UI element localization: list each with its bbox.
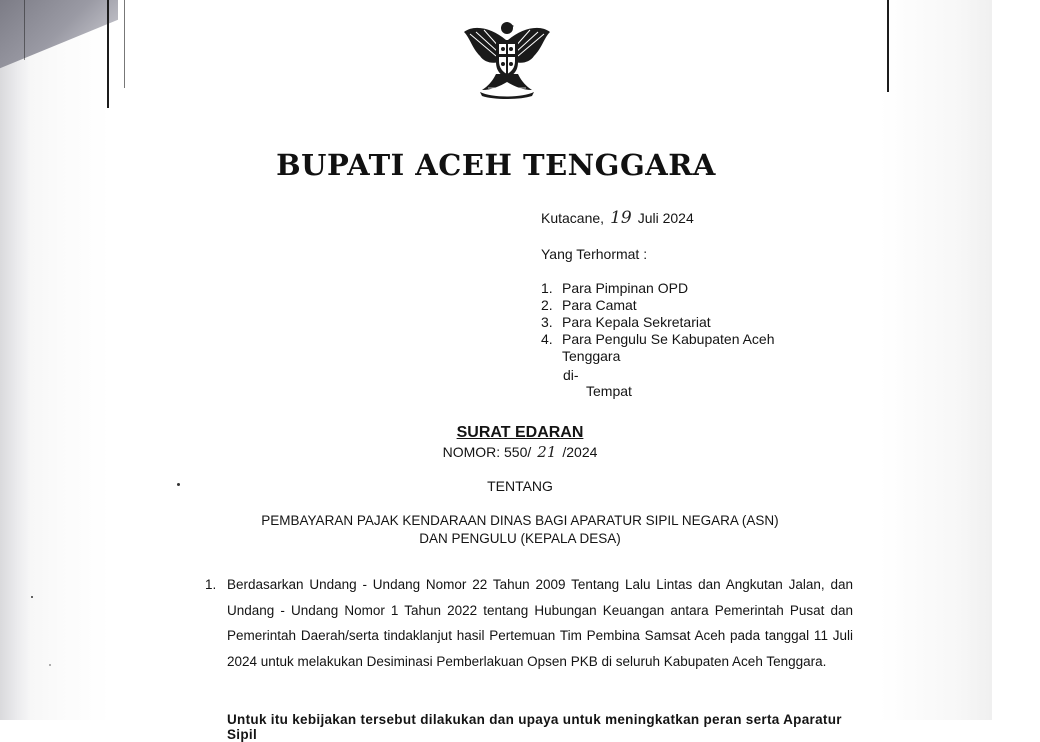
list-item [541, 297, 775, 314]
date-month-year: Juli 2024 [637, 210, 694, 226]
di-label: di- [563, 367, 579, 383]
list-text: Para Camat [562, 297, 637, 313]
letterhead-title: BUPATI ACEH TENGGARA [276, 148, 716, 182]
date-day-handwritten: 19 [610, 208, 632, 228]
list-item [541, 280, 775, 297]
list-item [541, 331, 775, 348]
scan-speck [177, 483, 180, 486]
nomor-handwritten: 21 [537, 443, 557, 461]
list-item [541, 348, 775, 365]
list-text: Para Kepala Sekretariat [562, 314, 711, 330]
list-text: Para Pengulu Se Kabupaten Aceh [562, 331, 775, 347]
list-number: 4. [541, 331, 553, 347]
list-text: Berdasarkan Undang - Undang Nomor 22 Tahun 2009 Tentang Lalu Lintas dan Angkutan Jalan, dan Undang - Undang Nomor 1 Tahun 2022 tentang Hubungan Keuangan antara Pemerintah Pusat dan Pemerintah Daerah/serta tindaklanjut hasil Pertemuan Tim Pembina Samsat Aceh pada tanggal 11 Juli 2024 untuk melakukan Desiminasi Pemberlakuan Opsen PKB di seluruh Kabupaten Aceh Tenggara. [227, 577, 853, 669]
scan-speck [49, 664, 51, 666]
scan-speck [31, 596, 33, 598]
list-number: 2. [541, 297, 553, 313]
tempat-label: Tempat [586, 383, 632, 399]
subject-line-2: DAN PENGULU (KEPALA DESA) [419, 531, 621, 546]
surat-edaran-title: SURAT EDARAN [456, 424, 584, 441]
list-text: Tenggara [562, 348, 621, 364]
salutation: Yang Terhormat : [541, 246, 648, 262]
recipient-list [541, 280, 775, 365]
nomor-line [0, 443, 1040, 461]
nomor-prefix: NOMOR: 550/ [442, 444, 532, 460]
list-number: 1. [541, 280, 553, 296]
list-number: 1. [205, 577, 217, 592]
body-list [205, 572, 853, 674]
list-number: 3. [541, 314, 553, 330]
garuda-emblem-icon [462, 18, 552, 100]
tentang-label: TENTANG [487, 478, 553, 494]
nomor-suffix: /2024 [562, 444, 598, 460]
list-text: Para Pimpinan OPD [562, 280, 689, 296]
date-place: Kutacane, [541, 210, 605, 226]
cut-off-text-line [227, 712, 855, 742]
list-number [541, 348, 562, 365]
subject-line-1: PEMBAYARAN PAJAK KENDARAAN DINAS BAGI APARATUR SIPIL NEGARA (ASN) [261, 513, 779, 528]
cut-off-text: Untuk itu kebijakan tersebut dilakukan dan upaya untuk meningkatkan peran serta Aparatur Sipil [227, 712, 842, 742]
date-line [541, 208, 694, 228]
list-item [205, 572, 853, 674]
list-item [541, 314, 775, 331]
